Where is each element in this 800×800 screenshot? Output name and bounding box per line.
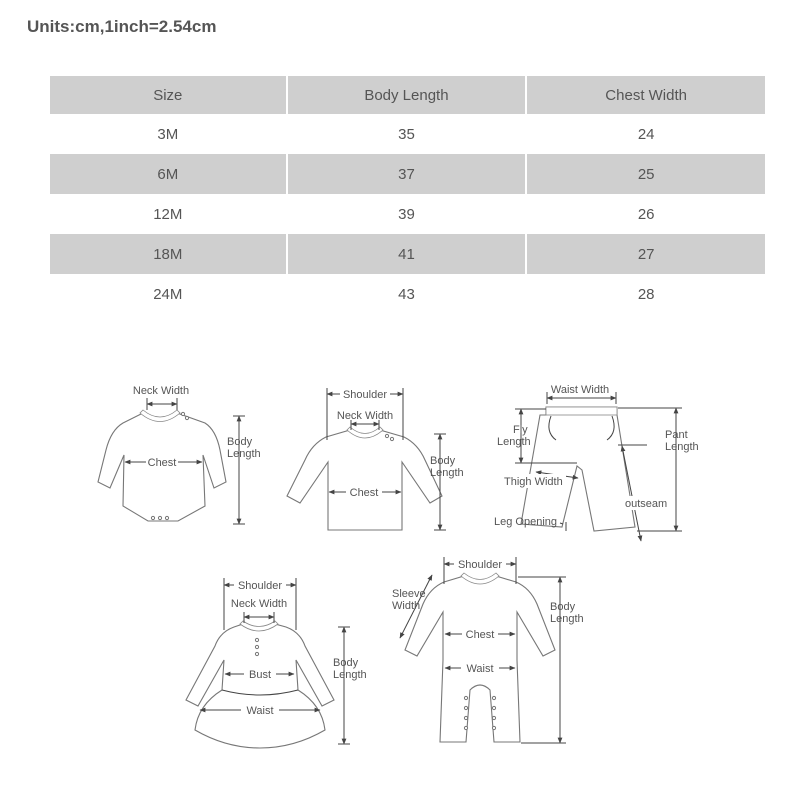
label-fly-length: Fly xyxy=(513,424,528,436)
snap-dot xyxy=(165,516,168,519)
button-dot xyxy=(255,645,258,648)
label-body-length: Length xyxy=(550,613,584,625)
label-shoulder: Shoulder xyxy=(237,580,283,592)
label-shoulder: Shoulder xyxy=(342,389,388,401)
top-outline xyxy=(287,430,442,530)
label-body-length: Body xyxy=(227,436,253,448)
snap-dot xyxy=(181,412,184,415)
pants-diagram xyxy=(494,384,699,541)
snap-dot xyxy=(492,706,495,709)
snap-dot xyxy=(464,726,467,729)
cell-body-length: 39 xyxy=(286,194,526,234)
snap-dot xyxy=(492,696,495,699)
romper-outline xyxy=(405,576,555,742)
button-dot xyxy=(255,652,258,655)
cell-chest-width: 28 xyxy=(525,274,765,314)
cell-size: 18M xyxy=(50,234,286,274)
label-bust: Bust xyxy=(248,669,272,681)
top-diagram xyxy=(287,387,464,530)
snap-dot xyxy=(158,516,161,519)
label-leg-opening: Leg Opening xyxy=(494,516,557,528)
cell-size: 3M xyxy=(157,125,179,143)
column-header-size: Size xyxy=(50,76,286,114)
pants-outline xyxy=(521,407,635,531)
cell-body-length: 35 xyxy=(286,114,526,154)
button-dot xyxy=(255,638,258,641)
label-sleeve-width: Sleeve xyxy=(392,588,426,600)
label-neck-width: Neck Width xyxy=(230,598,288,610)
label-shoulder: Shoulder xyxy=(457,559,503,571)
snap-dot xyxy=(185,416,188,419)
cell-size: 6M xyxy=(50,154,286,194)
label-chest: Chest xyxy=(147,457,177,469)
snap-dot xyxy=(464,696,467,699)
label-neck-width: Neck Width xyxy=(132,385,190,397)
cell-chest-width: 25 xyxy=(525,154,765,194)
button-dot xyxy=(385,434,388,437)
label-sleeve-width: Width xyxy=(392,600,421,612)
label-waist: Waist xyxy=(246,705,274,717)
romper-diagram xyxy=(392,557,584,743)
snap-dot xyxy=(492,726,495,729)
snap-dot xyxy=(464,716,467,719)
label-thigh-width: Thigh Width xyxy=(504,476,563,488)
label-waist-width: Waist Width xyxy=(550,384,610,396)
cell-body-length: 41 xyxy=(286,234,526,274)
label-pant-length: Pant xyxy=(665,429,688,441)
dress-diagram xyxy=(186,578,367,748)
label-chest: Chest xyxy=(349,487,379,499)
pants-waistband xyxy=(546,407,617,415)
snap-dot xyxy=(464,706,467,709)
label-body-length: Body xyxy=(333,657,359,669)
cell-body-length: 43 xyxy=(286,274,526,314)
label-body-length: Body xyxy=(430,455,456,467)
column-header-chest-width: Chest Width xyxy=(525,76,765,114)
dress-outline xyxy=(186,624,334,748)
button-dot xyxy=(390,437,393,440)
cell-size: 24M xyxy=(153,285,183,303)
label-waist: Waist xyxy=(466,663,494,675)
label-body-length: Length xyxy=(227,448,261,460)
cell-chest-width: 24 xyxy=(525,114,765,154)
units-note: Units:cm,1inch=2.54cm xyxy=(27,17,217,36)
label-neck-width: Neck Width xyxy=(336,410,394,422)
bodysuit-diagram xyxy=(98,385,261,524)
label-body-length: Length xyxy=(333,669,367,681)
label-pant-length: Length xyxy=(665,441,699,453)
snap-dot xyxy=(151,516,154,519)
label-body-length: Length xyxy=(430,467,464,479)
label-chest: Chest xyxy=(465,629,495,641)
cell-body-length: 37 xyxy=(286,154,526,194)
snap-dot xyxy=(492,716,495,719)
label-body-length: Body xyxy=(550,601,576,613)
cell-chest-width: 27 xyxy=(525,234,765,274)
cell-chest-width: 26 xyxy=(525,194,765,234)
label-outseam: outseam xyxy=(625,498,668,510)
cell-size: 12M xyxy=(153,205,183,223)
label-fly-length: Length xyxy=(497,436,531,448)
column-header-body-length: Body Length xyxy=(286,76,526,114)
